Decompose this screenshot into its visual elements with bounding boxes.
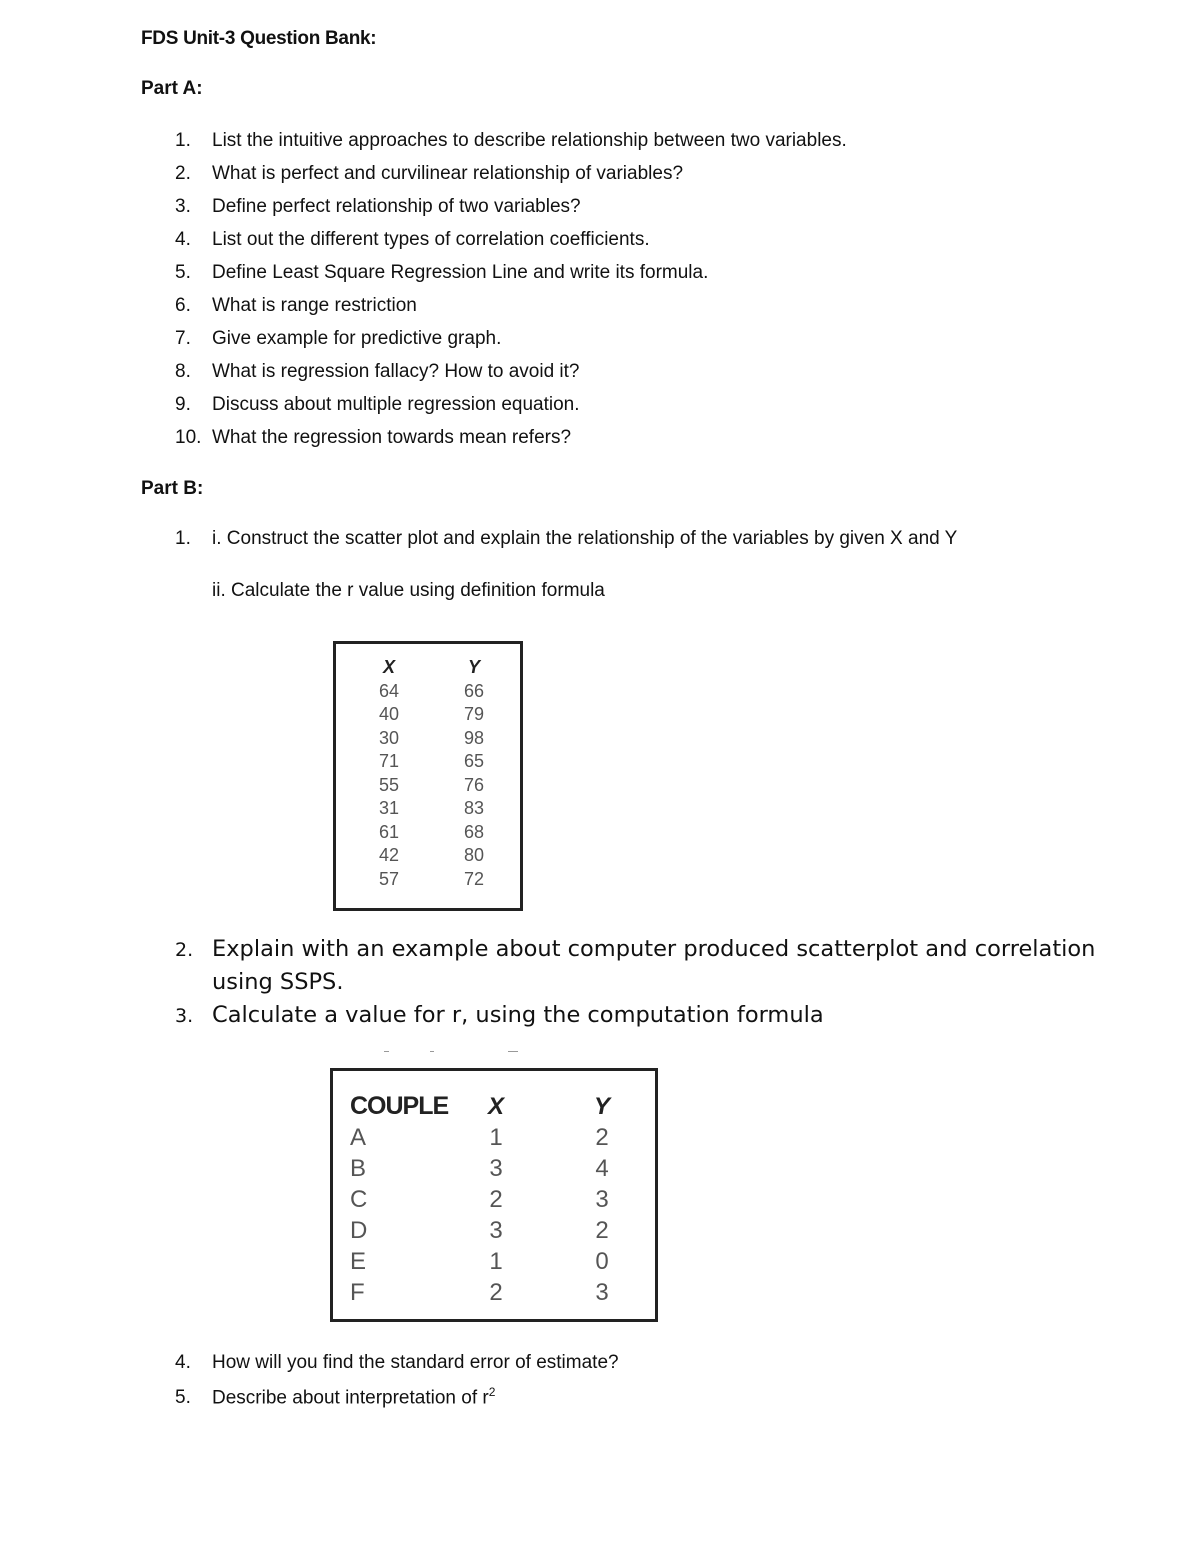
question-number: 1.	[175, 528, 191, 549]
part-a-heading: Part A:	[141, 78, 203, 99]
table-cell: 65	[463, 751, 485, 771]
table-cell: 42	[378, 845, 400, 865]
table-cell: 40	[378, 704, 400, 724]
table-cell: 79	[463, 704, 485, 724]
couple-data-table	[330, 1068, 658, 1322]
question-text: How will you find the standard error of estimate?	[212, 1352, 619, 1373]
list-item	[175, 163, 683, 185]
table-cell: 55	[378, 774, 400, 795]
table-cell: 31	[378, 798, 400, 818]
table-cell: F	[350, 1279, 365, 1306]
couple-header: COUPLE	[350, 1092, 449, 1120]
table-cell: 2	[489, 1279, 503, 1306]
table-cell: 3	[489, 1217, 503, 1244]
question-text: Define perfect relationship of two variables?	[212, 196, 581, 217]
x-header: X	[382, 657, 395, 677]
question-text: i. Construct the scatter plot and explain the relationship of the variables by given X and Y	[212, 528, 958, 549]
question-text: What is range restriction	[212, 295, 417, 316]
table-cell: 72	[463, 868, 485, 889]
question-text: Calculate a value for r, using the computation formula	[212, 1002, 824, 1028]
table-cell: 3	[489, 1155, 503, 1182]
question-number: 2.	[175, 939, 194, 961]
table-cell: 83	[463, 798, 485, 818]
table-cell: E	[350, 1248, 367, 1275]
table-cell: D	[350, 1217, 368, 1244]
list-item	[175, 361, 580, 383]
table-cell: 1	[489, 1248, 503, 1275]
table-cell: C	[350, 1186, 368, 1213]
list-item	[175, 295, 417, 317]
table-cell: 4	[595, 1155, 609, 1182]
scan-artifact	[384, 1051, 389, 1052]
question-text: List out the different types of correlation coefficients.	[212, 229, 650, 250]
question-subpart: ii. Calculate the r value using definition formula	[212, 580, 605, 601]
table-cell: A	[350, 1124, 367, 1151]
y-column	[587, 1091, 617, 1308]
question-text: What the regression towards mean refers?	[212, 427, 572, 448]
scan-artifact	[508, 1051, 518, 1052]
table-cell: 3	[595, 1279, 609, 1306]
question-number: 10.	[175, 427, 202, 448]
question-number: 3.	[175, 196, 191, 217]
x-column	[481, 1091, 511, 1308]
question-number: 5.	[175, 1387, 191, 1409]
question-text: What is regression fallacy? How to avoid it?	[212, 361, 580, 382]
question-number: 1.	[175, 130, 191, 151]
scan-artifact	[430, 1051, 434, 1052]
list-item	[175, 394, 580, 416]
list-item	[175, 1352, 619, 1374]
y-header: Y	[467, 657, 480, 677]
table-cell: 64	[378, 680, 400, 701]
table-cell: 61	[378, 821, 400, 842]
question-text: Define Least Square Regression Line and write its formula.	[212, 262, 709, 283]
question-number: 4.	[175, 1352, 191, 1373]
table-cell: B	[350, 1155, 367, 1182]
list-item	[175, 196, 581, 218]
x-header: X	[487, 1093, 504, 1120]
list-item	[175, 229, 650, 251]
question-text: What is perfect and curvilinear relationship of variables?	[212, 163, 684, 184]
question-text: List the intuitive approaches to describe relationship between two variables.	[212, 130, 847, 151]
table-cell: 2	[595, 1217, 609, 1244]
question-number: 2.	[175, 163, 191, 184]
table-cell: 2	[595, 1124, 609, 1151]
question-number: 8.	[175, 361, 191, 382]
question-text: Describe about interpretation of r	[212, 1387, 489, 1409]
xy-data-table	[333, 641, 523, 911]
table-cell: 30	[378, 727, 400, 748]
superscript: 2	[488, 1385, 496, 1399]
question-number: 9.	[175, 394, 191, 415]
table-cell: 66	[463, 680, 485, 701]
table-cell: 0	[595, 1248, 609, 1275]
table-cell: 57	[378, 868, 400, 889]
table-cell: 1	[489, 1124, 503, 1151]
question-number: 5.	[175, 262, 191, 283]
table-cell: 68	[463, 821, 485, 842]
table-cell: 71	[378, 751, 400, 771]
table-cell: 2	[489, 1186, 503, 1213]
y-header: Y	[593, 1093, 610, 1120]
table-cell: 76	[463, 774, 485, 795]
table-cell: 3	[595, 1186, 609, 1213]
question-number: 7.	[175, 328, 191, 349]
part-b-question-3	[175, 999, 824, 1033]
question-text: Give example for predictive graph.	[212, 328, 502, 349]
document-title: FDS Unit-3 Question Bank:	[141, 28, 377, 49]
x-column	[361, 656, 417, 891]
question-text-continued: using SSPS.	[212, 969, 344, 995]
list-item	[175, 130, 847, 152]
table-cell: 98	[463, 727, 485, 748]
list-item	[175, 262, 708, 284]
part-b-heading: Part B:	[141, 478, 204, 499]
part-b-question-2	[175, 933, 1095, 967]
list-item	[175, 427, 571, 449]
question-text: Discuss about multiple regression equation.	[212, 394, 580, 415]
question-number: 6.	[175, 295, 191, 316]
question-number: 3.	[175, 1005, 194, 1027]
list-item	[175, 328, 501, 350]
couple-column	[350, 1091, 448, 1308]
list-item	[175, 1385, 495, 1409]
question-number: 4.	[175, 229, 191, 250]
y-column	[446, 656, 502, 891]
table-cell: 80	[463, 845, 485, 865]
question-text: Explain with an example about computer produced scatterplot and correlation	[212, 936, 1096, 962]
